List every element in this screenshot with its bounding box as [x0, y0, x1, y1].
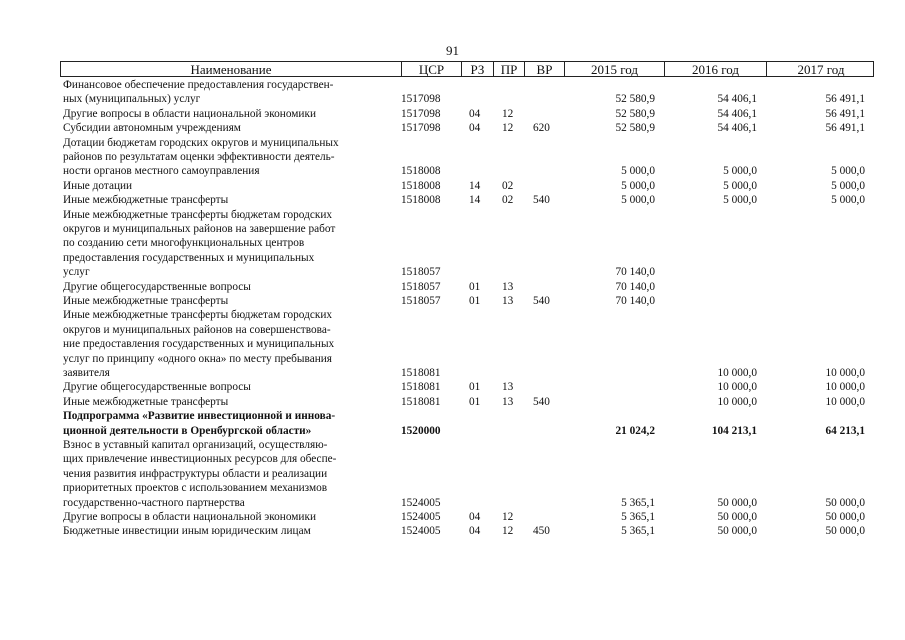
cell-pr: 13: [502, 280, 514, 293]
cell-pr: 02: [502, 179, 514, 192]
cell-y2017: 64 213,1: [825, 424, 865, 437]
row-name: Иные межбюджетные трансферты бюджетам городских округов и муниципальных районов на совершенствова- ние предоставления государственных и муниципальных услуг по принципу «одного окна» по месту пребывания заявителя: [63, 309, 335, 379]
table-row: [0, 208, 905, 280]
table-row: [0, 280, 905, 294]
header-2015: 2015 год: [564, 62, 664, 76]
cell-vr: 450: [533, 525, 550, 538]
header-vr: ВР: [524, 62, 564, 76]
table-row: [0, 395, 905, 409]
cell-rz: 01: [469, 280, 481, 293]
header-2016: 2016 год: [664, 62, 766, 76]
cell-y2016: 50 000,0: [717, 525, 757, 538]
cell-rz: 04: [469, 510, 481, 523]
header-rz: РЗ: [461, 62, 493, 76]
cell-pr: 13: [502, 381, 514, 394]
cell-rz: 14: [469, 179, 481, 192]
cell-y2017: 50 000,0: [825, 510, 865, 523]
row-name: Финансовое обеспечение предоставления государствен- ных (муниципальных) услуг: [63, 79, 334, 106]
table-row: [0, 121, 905, 135]
cell-y2016: 10 000,0: [717, 395, 757, 408]
table-row: [0, 193, 905, 207]
cell-y2015: 52 580,9: [615, 93, 655, 106]
cell-y2017: 56 491,1: [825, 93, 865, 106]
cell-csr: 1518081: [401, 366, 441, 379]
cell-y2016: 10 000,0: [717, 381, 757, 394]
row-name: Иные межбюджетные трансферты: [63, 194, 229, 207]
table-row: [0, 409, 905, 438]
cell-y2015: 70 140,0: [615, 294, 655, 307]
row-name: Дотации бюджетам городских округов и муниципальных районов по результатам оценки эффективности деятель- ности органов местного самоуправления: [63, 136, 339, 178]
table-row: [0, 294, 905, 308]
cell-rz: 04: [469, 107, 481, 120]
cell-rz: 14: [469, 194, 481, 207]
cell-y2015: 70 140,0: [615, 266, 655, 279]
header-2017: 2017 год: [766, 62, 875, 76]
cell-y2015: 21 024,2: [615, 424, 655, 437]
row-name: Иные межбюджетные трансферты: [63, 395, 229, 408]
cell-y2016: 5 000,0: [723, 194, 757, 207]
row-name: Иные дотации: [63, 179, 133, 192]
page-number: 91: [446, 43, 459, 58]
cell-y2017: 5 000,0: [831, 194, 865, 207]
header-csr: ЦСР: [401, 62, 461, 76]
cell-csr: 1518008: [401, 194, 441, 207]
cell-pr: 02: [502, 194, 514, 207]
row-name: Другие общегосударственные вопросы: [63, 280, 251, 293]
cell-csr: 1518081: [401, 395, 441, 408]
cell-rz: 04: [469, 122, 481, 135]
cell-y2015: 5 000,0: [621, 179, 655, 192]
table-row: [0, 438, 905, 510]
cell-csr: 1524005: [401, 525, 441, 538]
cell-y2015: 5 365,1: [621, 496, 655, 509]
cell-pr: 12: [502, 510, 514, 523]
row-name: Иные межбюджетные трансферты бюджетам городских округов и муниципальных районов на завершение работ по созданию сети многофункциональных центров предоставления государственных и муниципальных услуг: [63, 208, 336, 279]
cell-vr: 540: [533, 194, 550, 207]
cell-y2017: 56 491,1: [825, 107, 865, 120]
cell-csr: 1518008: [401, 179, 441, 192]
cell-csr: 1517098: [401, 122, 441, 135]
table-row: [0, 136, 905, 179]
table-row: [0, 510, 905, 524]
cell-pr: 12: [502, 107, 514, 120]
cell-y2016: 104 213,1: [711, 424, 757, 437]
cell-rz: 01: [469, 294, 481, 307]
row-name: Иные межбюджетные трансферты: [63, 294, 229, 307]
row-name: Другие общегосударственные вопросы: [63, 381, 251, 394]
table-row: [0, 107, 905, 121]
cell-csr: 1524005: [401, 510, 441, 523]
cell-y2015: 52 580,9: [615, 107, 655, 120]
cell-y2017: 50 000,0: [825, 525, 865, 538]
table-row: [0, 78, 905, 107]
cell-y2015: 70 140,0: [615, 280, 655, 293]
row-name: Другие вопросы в области национальной экономики: [63, 107, 317, 120]
cell-csr: 1518081: [401, 381, 441, 394]
cell-y2017: 10 000,0: [825, 395, 865, 408]
cell-csr: 1517098: [401, 107, 441, 120]
header-pr: ПР: [493, 62, 524, 76]
cell-csr: 1520000: [401, 424, 441, 437]
cell-y2017: 50 000,0: [825, 496, 865, 509]
cell-y2016: 5 000,0: [723, 179, 757, 192]
row-name: Взнос в уставный капитал организаций, осуществляю- щих привлечение инвестиционных ресурсов для обеспе- чения развития инфраструктуры области и реализации приоритетных проектов с использованием механизмов государственно-частного партнерства: [63, 438, 337, 509]
cell-y2016: 50 000,0: [717, 510, 757, 523]
cell-y2017: 5 000,0: [831, 179, 865, 192]
cell-y2017: 5 000,0: [831, 165, 865, 178]
cell-y2016: 5 000,0: [723, 165, 757, 178]
cell-csr: 1518057: [401, 266, 441, 279]
cell-pr: 13: [502, 294, 514, 307]
cell-y2015: 5 000,0: [621, 165, 655, 178]
cell-pr: 12: [502, 525, 514, 538]
table-header: [60, 61, 874, 77]
cell-csr: 1518057: [401, 280, 441, 293]
table-row: [0, 308, 905, 380]
table-row: [0, 524, 905, 538]
cell-y2016: 50 000,0: [717, 496, 757, 509]
cell-vr: 540: [533, 294, 550, 307]
table-row: [0, 179, 905, 193]
cell-vr: 620: [533, 122, 550, 135]
table-body: [0, 78, 905, 539]
cell-csr: 1524005: [401, 496, 441, 509]
cell-pr: 13: [502, 395, 514, 408]
cell-y2015: 5 000,0: [621, 194, 655, 207]
cell-y2016: 54 406,1: [717, 107, 757, 120]
cell-rz: 01: [469, 381, 481, 394]
cell-y2016: 10 000,0: [717, 366, 757, 379]
row-name: Субсидии автономным учреждениям: [63, 122, 241, 135]
header-name: Наименование: [190, 62, 272, 77]
cell-y2017: 10 000,0: [825, 381, 865, 394]
cell-y2015: 52 580,9: [615, 122, 655, 135]
cell-csr: 1517098: [401, 93, 441, 106]
cell-vr: 540: [533, 395, 550, 408]
cell-y2015: 5 365,1: [621, 510, 655, 523]
cell-csr: 1518057: [401, 294, 441, 307]
cell-y2016: 54 406,1: [717, 122, 757, 135]
cell-csr: 1518008: [401, 165, 441, 178]
row-name: Подпрограмма «Развитие инвестиционной и иннова- ционной деятельности в Оренбургской области»: [63, 410, 336, 437]
cell-y2017: 10 000,0: [825, 366, 865, 379]
cell-rz: 01: [469, 395, 481, 408]
cell-pr: 12: [502, 122, 514, 135]
table-row: [0, 380, 905, 394]
cell-y2015: 5 365,1: [621, 525, 655, 538]
row-name: Другие вопросы в области национальной экономики: [63, 510, 317, 523]
cell-y2017: 56 491,1: [825, 122, 865, 135]
row-name: Бюджетные инвестиции иным юридическим лицам: [63, 525, 311, 538]
cell-y2016: 54 406,1: [717, 93, 757, 106]
cell-rz: 04: [469, 525, 481, 538]
